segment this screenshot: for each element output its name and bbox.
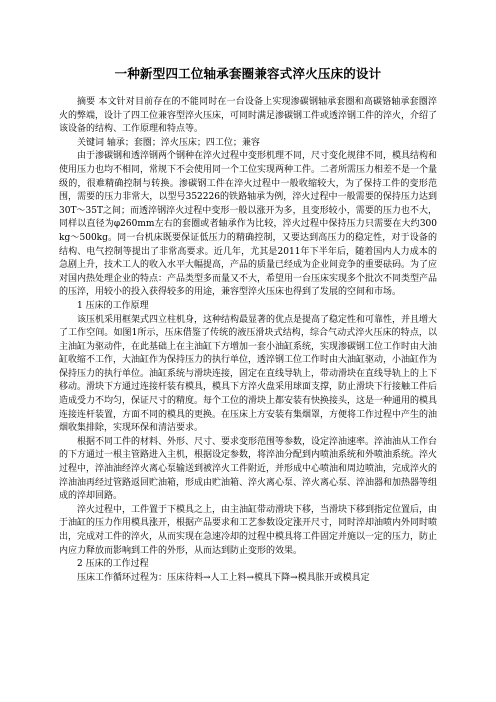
body-paragraph: 该压机采用框架式四立柱机身，这种结构最显著的优点是提高了稳定性和可靠性，并且增大了工作空间。如图1所示，压床借鉴了传统的液压滑块式结构，综合气动式淬火压床的特点，以主油缸为驱动件，在此基础上在主油缸下方增加一套小油缸系统，实现渗碳钢工位工作时由大油缸收缩不工作，大油缸作为保持压力的执行单位，透淬钢工位工作时由大油缸驱动，小油缸作为保持压力的执行单位。油缸系统与滑块连接，固定在直线导轨上，带动滑块在直线导轨上的上下移动。滑块下方通过连接杆装有模具，模具下方淬火盘采用球面支撑，防止滑块下行接触工件后造成受力不均匀，保证尺寸的精度。每个工位的滑块上都安装有快换接头，这是一种通用的模具连接连杆装置，方面不同的模具的更换。在压床上方安装有集烟罩，方便将工作过程中产生的油烟收集排除，实现环保和清洁要求。: [59, 314, 438, 434]
abstract: 摘要 本文针对目前存在的不能同时在一台设备上实现渗碳钢轴承套圈和高碳铬轴承套圈淬火的弊端，设计了四工位兼容型淬火压床，可同时满足渗碳钢工件或透淬钢工件的淬火，介绍了该设备的结构、工作原理和特点等。: [59, 97, 438, 135]
keywords: 关键词 轴承；套圈；淬火压床；四工位；兼容: [77, 137, 260, 148]
section-heading: 2 压床的工作过程: [77, 559, 149, 570]
body-paragraph: 淬火过程中，工件置于下模具之上，由主油缸带动滑块下移，当滑块下移到指定位置后，由于油缸的压力作用模具涨开，根据产品要求和工艺参数设定涨开尺寸，同时淬却油喷内外同时喷出，完成对工件的淬火，从而实现在急速冷却的过程中模具将工件固定并施以一定的压力，防止内应力释放而影响到工件的外形，从而达到防止变形的效果。: [59, 504, 438, 556]
section-heading: 1 压床的工作原理: [77, 300, 149, 311]
body-paragraph: 压床工作循环过程为：压床待料→人工上料→模具下降→模具胀开或模具定: [77, 572, 370, 583]
body-paragraph: 根据不同工件的材料、外形、尺寸、要求变形范围等参数，设定淬油速率。淬油油从工作台的下方通过一根主管路进入主机，根据设定参数，将淬油分配到内喷油系统和外喷油系统。淬火过程中，淬油油经淬火离心泵输送到被淬火工件附近，并形成中心喷油和周边喷油，完成淬火的淬油油再经过管路返回贮油箱，形成由贮油箱、淬火离心泵、淬火离心泵、淬油器和加热器等组成的淬却回路。: [59, 436, 438, 502]
document-title: 一种新型四工位轴承套圈兼容式淬火压床的设计: [114, 66, 382, 81]
body-paragraph: 由于渗碳钢和透淬钢两个钢种在淬火过程中变形机理不同，尺寸变化规律不同，模具结构和使用压力也均不相同，常规下不会使用同一个工位实现两种工件。二者所需压力相差不是一个量级的，很难精确控制与转换。渗碳钢工件在淬火过程中一般收缩较大，为了保持工件的变形范围，需要的压力非常大，以型号352226的铁路轴承为例，淬火过程中一般需要的保持压力达到30T～35T之间；而透淬钢淬火过程中变形一般以涨开为多，且变形较小，需要的压力也不大，同样以直径为φ260mm左右的套圈或者轴承作为比较，淬火过程中保持压力只需要在大约300kg～500kg。同一台机床既要保证低压力的精确控制，又要达到高压力的稳定性，对于设备的结构、电气控制等提出了非常高要求。近几年，尤其是2011年下半年后，随着国内人力成本的急剧上升，技术工人的收入水平大幅提高，产品的质量已经成为企业间竞争的重要砝码。为了应对国内热处理企业的特点：产品类型多而量又不大，希望用一台压床实现多个批次不同类型产品的压淬，用较小的投入获得较多的用途，兼容型淬火压床也得到了发展的空间和市场。: [59, 151, 438, 298]
